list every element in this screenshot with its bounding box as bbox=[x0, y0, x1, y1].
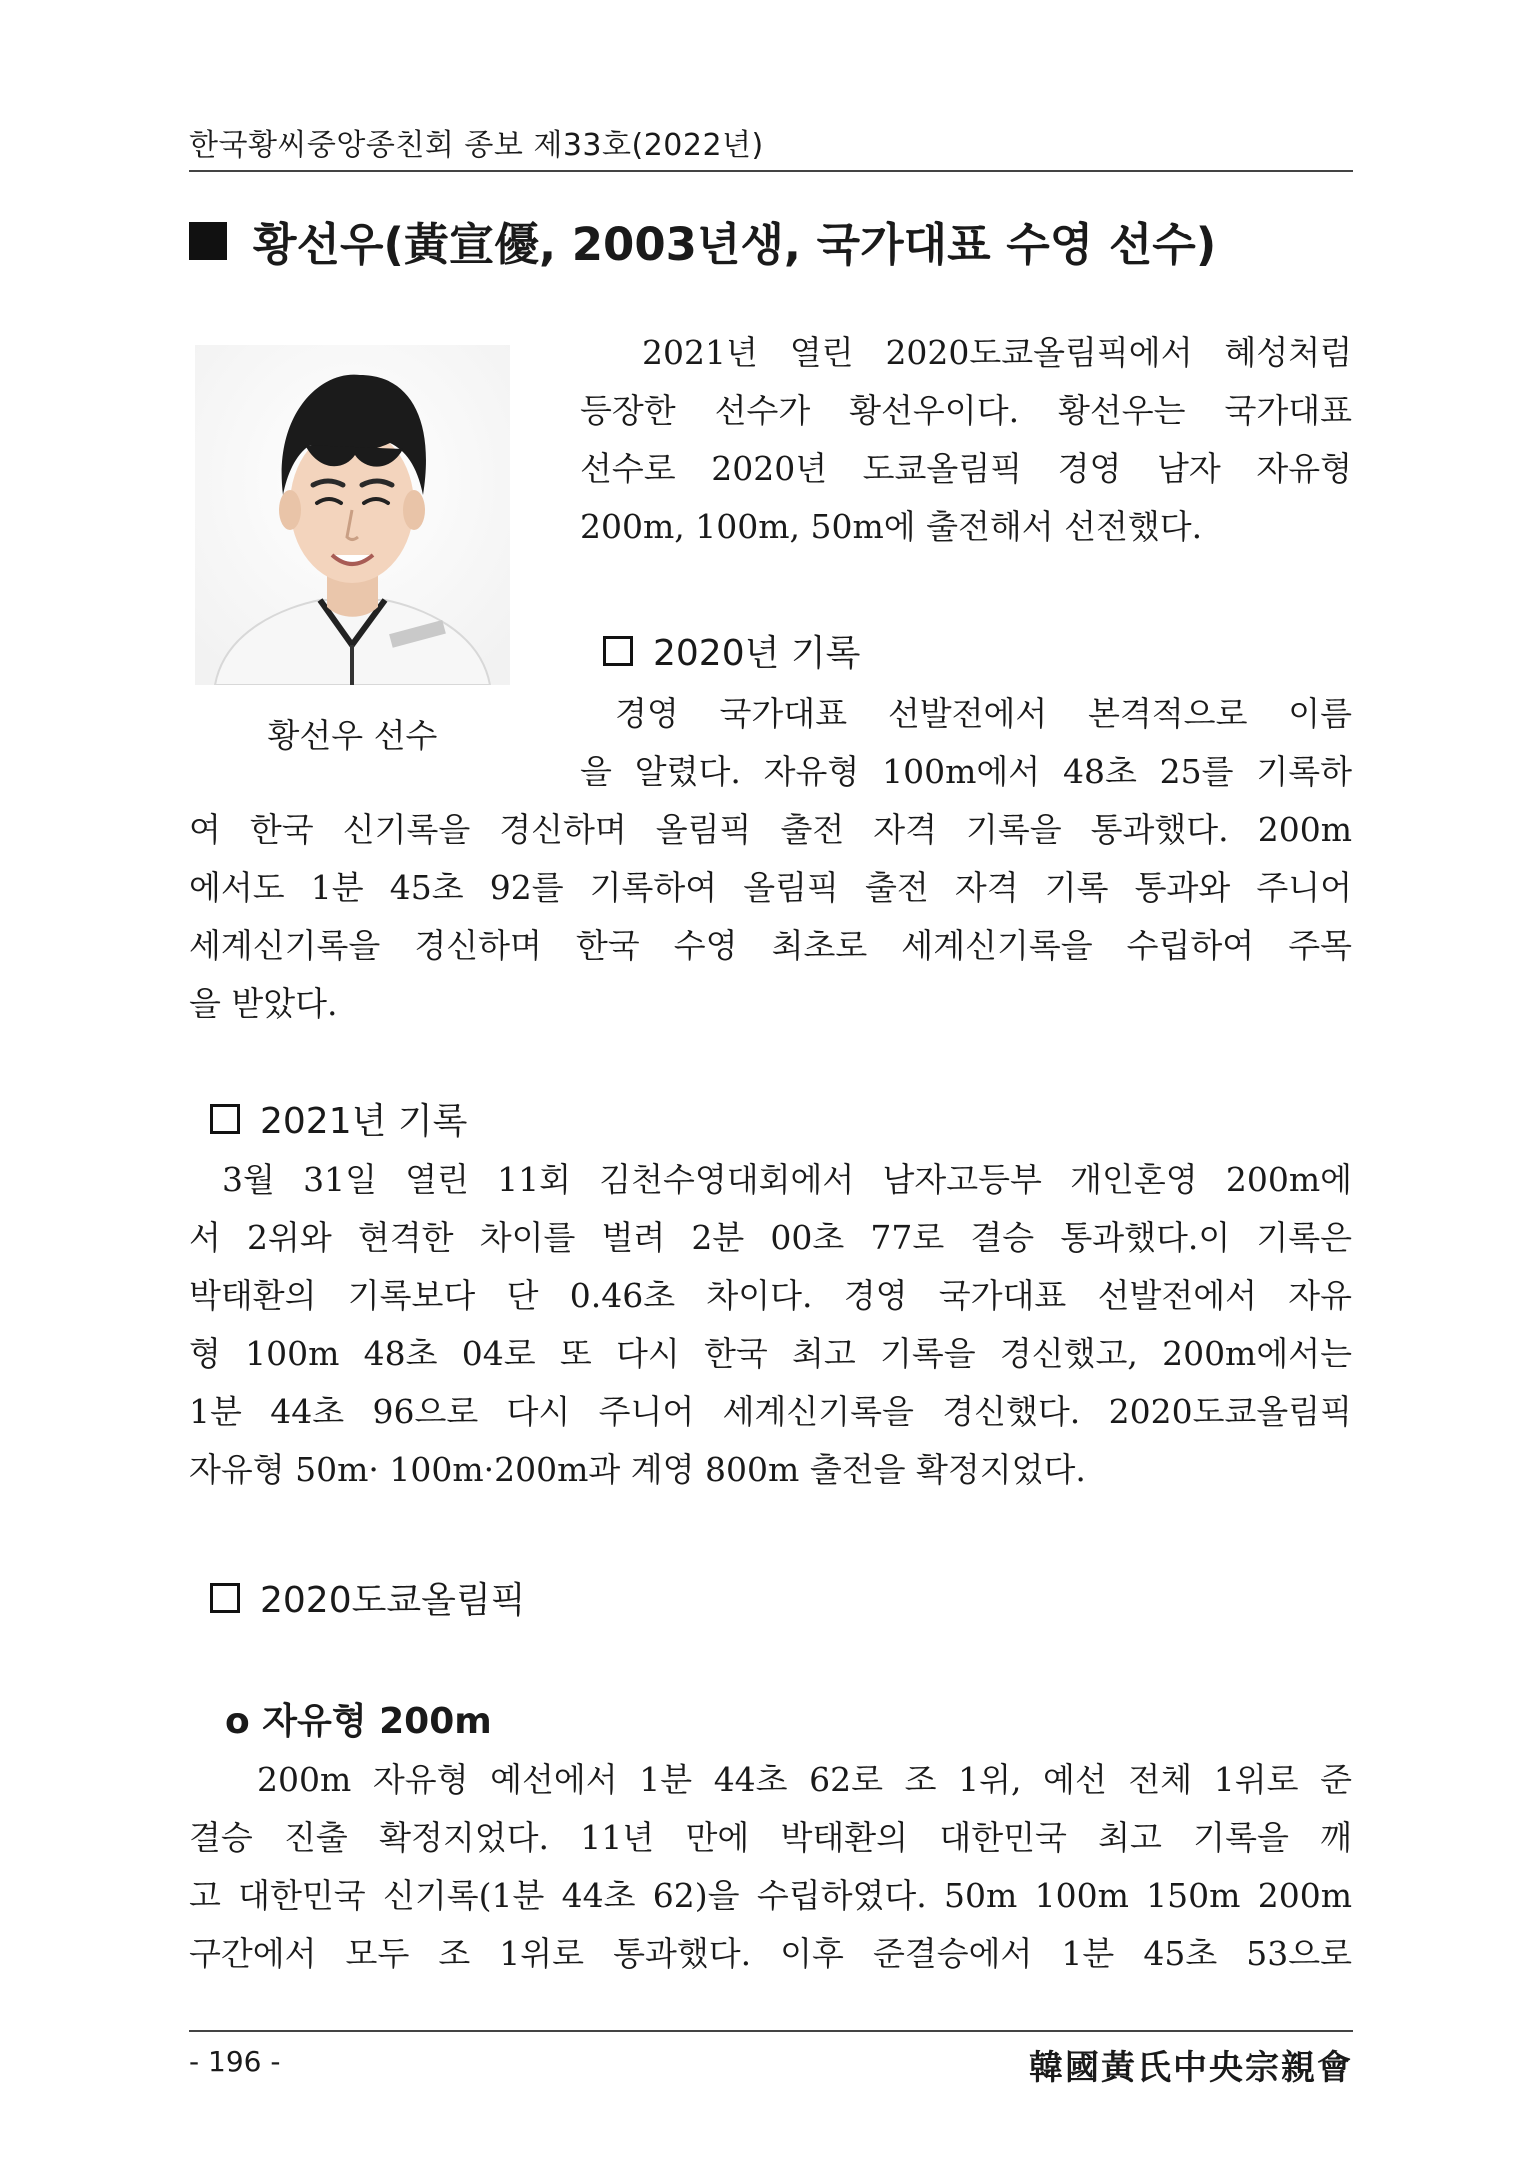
photo-caption: 황선우 선수 bbox=[267, 716, 438, 755]
article-title bbox=[189, 208, 1216, 273]
organization-name: 韓國黃氏中央宗親會 bbox=[1029, 2048, 1353, 2088]
section-line: 자유형 50m· 100m·200m과 계영 800m 출전을 확정지었다. bbox=[189, 1450, 1086, 1489]
section-line: 200m 자유형 예선에서 1분 44초 62로 조 1위, 예선 전체 1위로 준 bbox=[257, 1760, 1352, 1799]
running-header: 한국황씨중앙종친회 종보 제33호(2022년) bbox=[189, 128, 764, 163]
section-line: 고 대한민국 신기록(1분 44초 62)을 수립하였다. 50m 100m 150m 200m bbox=[189, 1876, 1352, 1915]
intro-line: 선수로 2020년 도쿄올림픽 경영 남자 자유형 bbox=[580, 449, 1352, 488]
section-line: 구간에서 모두 조 1위로 통과했다. 이후 준결승에서 1분 45초 53으로 bbox=[189, 1934, 1352, 1973]
section-heading-2020-record: 2020년 기록 bbox=[603, 625, 860, 676]
section-line: 형 100m 48초 04로 또 다시 한국 최고 기록을 경신했고, 200m에서는 bbox=[189, 1334, 1352, 1373]
checkbox-icon bbox=[210, 1583, 240, 1613]
header-rule bbox=[189, 170, 1353, 172]
section-line: 세계신기록을 경신하며 한국 수영 최초로 세계신기록을 수립하여 주목 bbox=[189, 926, 1352, 965]
checkbox-icon bbox=[603, 636, 633, 666]
section-line: 결승 진출 확정지었다. 11년 만에 박태환의 대한민국 최고 기록을 깨 bbox=[189, 1818, 1352, 1857]
section-line: 경영 국가대표 선발전에서 본격적으로 이름 bbox=[615, 694, 1352, 733]
section-line: 1분 44초 96으로 다시 주니어 세계신기록을 경신했다. 2020도쿄올림픽 bbox=[189, 1392, 1352, 1431]
section-line: 을 받았다. bbox=[189, 984, 338, 1023]
footer-rule bbox=[189, 2030, 1353, 2032]
athlete-portrait bbox=[195, 345, 510, 685]
article-title-text: 황선우(黃宣優, 2003년생, 국가대표 수영 선수) bbox=[253, 218, 1217, 271]
section-line: 서 2위와 현격한 차이를 벌려 2분 00초 77로 결승 통과했다.이 기록은 bbox=[189, 1218, 1352, 1257]
black-square-icon bbox=[189, 222, 227, 260]
section-line: 3월 31일 열린 11회 김천수영대회에서 남자고등부 개인혼영 200m에 bbox=[222, 1160, 1352, 1199]
subheading-freestyle-200m: o 자유형 200m bbox=[225, 1701, 492, 1742]
intro-line: 등장한 선수가 황선우이다. 황선우는 국가대표 bbox=[580, 391, 1352, 430]
intro-line: 200m, 100m, 50m에 출전해서 선전했다. bbox=[580, 507, 1203, 546]
section-line: 박태환의 기록보다 단 0.46초 차이다. 경영 국가대표 선발전에서 자유 bbox=[189, 1276, 1352, 1315]
section-line: 을 알렸다. 자유형 100m에서 48초 25를 기록하 bbox=[580, 752, 1352, 791]
intro-line: 2021년 열린 2020도쿄올림픽에서 혜성처럼 bbox=[642, 333, 1352, 372]
section-heading-tokyo-olympics: 2020도쿄올림픽 bbox=[210, 1572, 526, 1623]
section-line: 에서도 1분 45초 92를 기록하여 올림픽 출전 자격 기록 통과와 주니어 bbox=[189, 868, 1352, 907]
page-number: - 196 - bbox=[189, 2045, 281, 2078]
checkbox-icon bbox=[210, 1104, 240, 1134]
section-line: 여 한국 신기록을 경신하며 올림픽 출전 자격 기록을 통과했다. 200m bbox=[189, 810, 1352, 849]
section-heading-2021-record: 2021년 기록 bbox=[210, 1093, 467, 1144]
